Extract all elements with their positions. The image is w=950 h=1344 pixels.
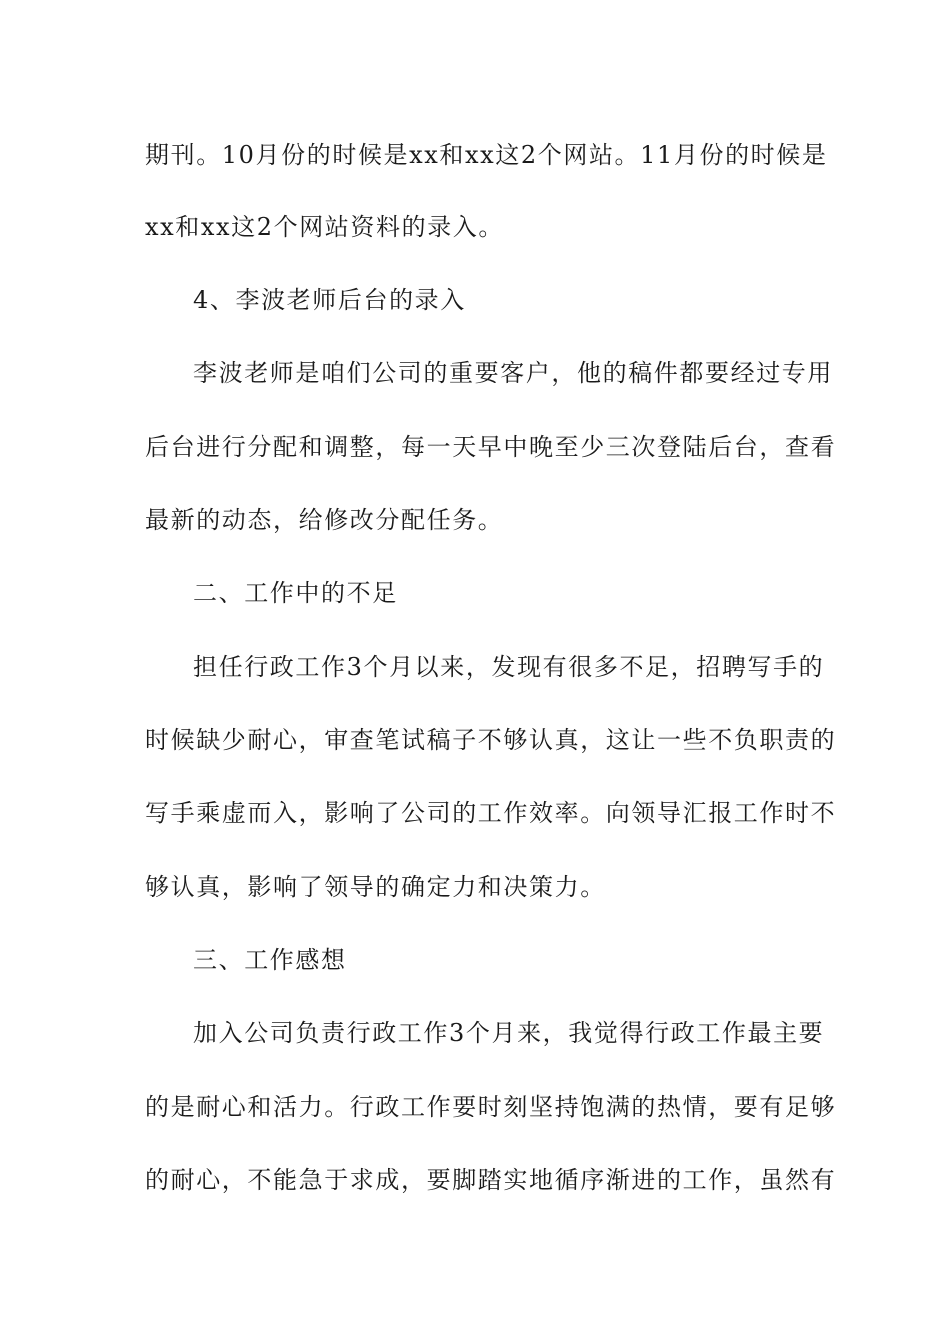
section-heading-4: 4、李波老师后台的录入 xyxy=(193,286,466,314)
section-heading-3: 三、工作感想 xyxy=(193,946,347,974)
paragraph-3-line-3: 写手乘虚而入，影响了公司的工作效率。向领导汇报工作时不 xyxy=(145,799,837,827)
paragraph-2-line-3: 最新的动态，给修改分配任务。 xyxy=(145,506,504,534)
paragraph-1-line-1: 期刊。10月份的时候是xx和xx这2个网站。11月份的时候是 xyxy=(145,141,828,169)
paragraph-3-line-4: 够认真，影响了领导的确定力和决策力。 xyxy=(145,873,606,901)
section-heading-2: 二、工作中的不足 xyxy=(193,579,398,607)
paragraph-2-line-1: 李波老师是咱们公司的重要客户，他的稿件都要经过专用 xyxy=(193,359,833,387)
paragraph-3-line-2: 时候缺少耐心，审查笔试稿子不够认真，这让一些不负职责的 xyxy=(145,726,837,754)
paragraph-1-line-2: xx和xx这2个网站资料的录入。 xyxy=(145,213,505,241)
paragraph-4-line-1: 加入公司负责行政工作3个月来，我觉得行政工作最主要 xyxy=(193,1019,825,1047)
paragraph-2-line-2: 后台进行分配和调整，每一天早中晚至少三次登陆后台，查看 xyxy=(145,433,837,461)
paragraph-4-line-2: 的是耐心和活力。行政工作要时刻坚持饱满的热情，要有足够 xyxy=(145,1093,837,1121)
paragraph-4-line-3: 的耐心，不能急于求成，要脚踏实地循序渐进的工作，虽然有 xyxy=(145,1166,837,1194)
paragraph-3-line-1: 担任行政工作3个月以来，发现有很多不足，招聘写手的 xyxy=(193,653,825,681)
